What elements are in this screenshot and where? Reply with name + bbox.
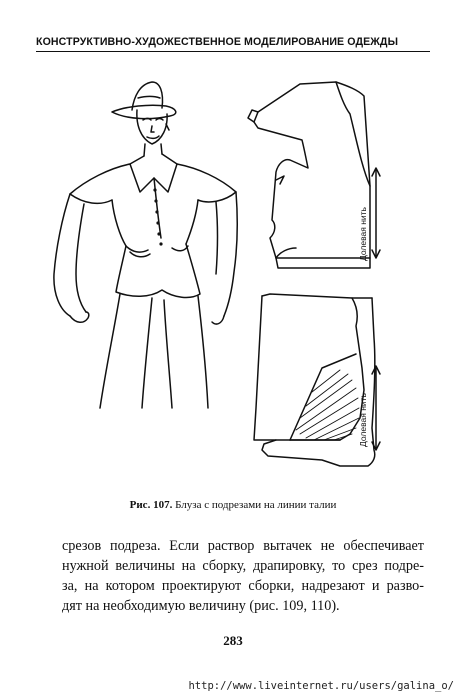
body-line: срезов подреза. Если раствор вытачек не обеспечивает <box>62 538 424 554</box>
body-paragraph <box>62 536 424 616</box>
page-number: 283 <box>223 633 243 648</box>
body-line: за, на котором проектируют сборки, надрезают и разво- <box>62 578 424 594</box>
figure-caption-text: Блуза с подрезами на линии талии <box>175 499 337 511</box>
figure-illustration <box>40 68 430 468</box>
running-title: КОНСТРУКТИВНО-ХУДОЖЕСТВЕННОЕ МОДЕЛИРОВАНИЕ ОДЕЖДЫ <box>36 36 399 48</box>
source-url[interactable]: http://www.liveinternet.ru/users/galina_o/ <box>188 680 454 692</box>
pattern-upper-bodice <box>248 82 370 268</box>
grain-label-bottom: Долевая нить <box>358 393 368 447</box>
grain-label-top: Долевая нить <box>358 207 368 261</box>
fashion-sketch <box>54 82 237 408</box>
figure-number: Рис. 107. <box>129 499 173 511</box>
body-line: дят на необходимую величину (рис. 109, 110). <box>62 598 340 614</box>
grain-line-upper <box>372 168 380 258</box>
body-line: нужной величины на сборку, драпировку, то срез подре- <box>62 558 424 574</box>
figure-107 <box>40 68 430 468</box>
figure-caption <box>0 499 466 511</box>
running-header <box>36 36 430 52</box>
